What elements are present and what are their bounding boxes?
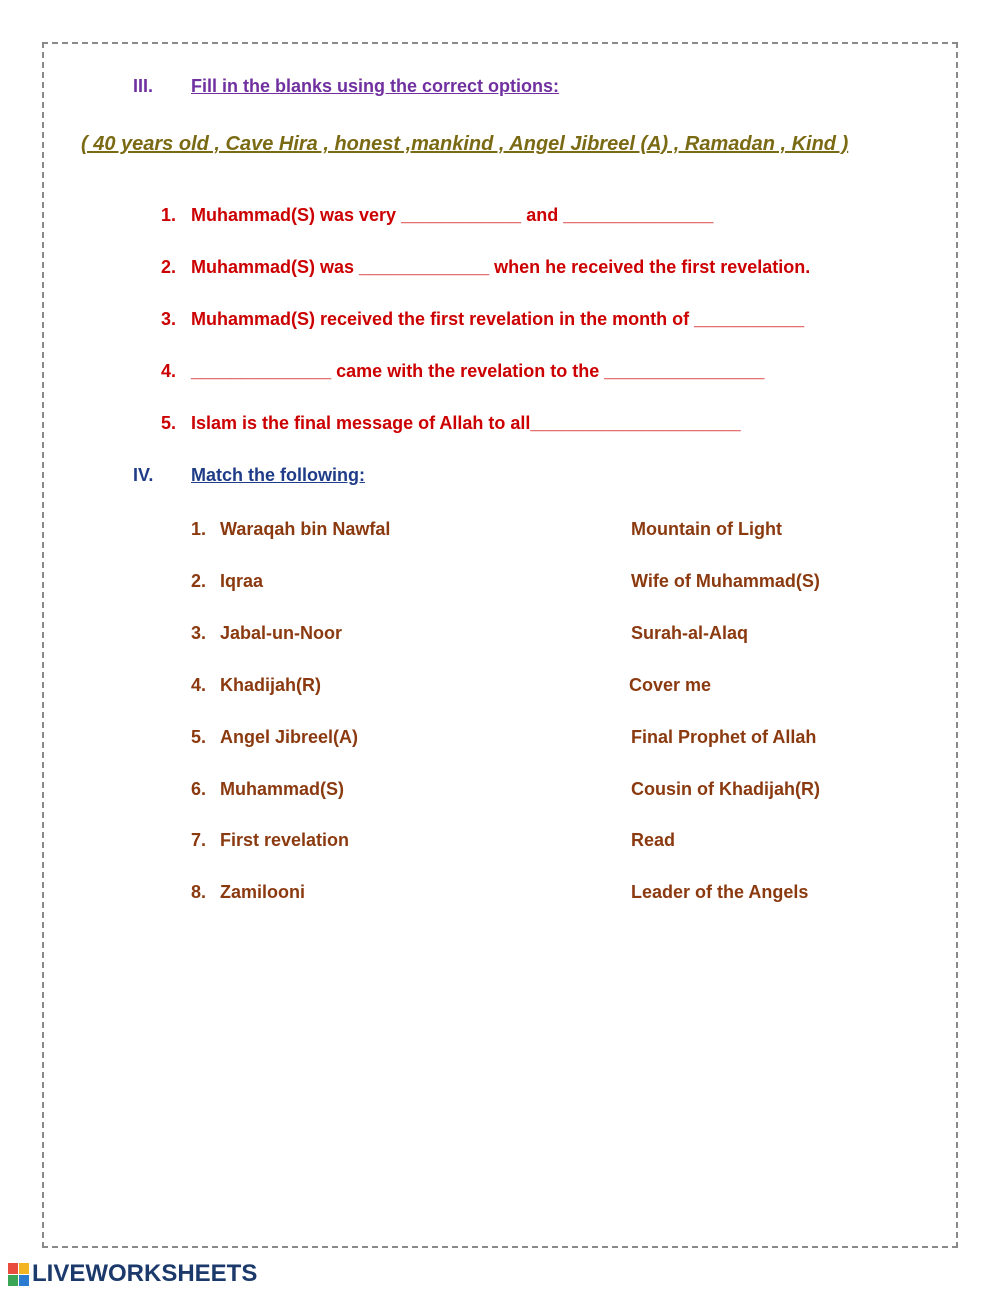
fill-item-text: Muhammad(S) received the first revelation in the month of ___________ (191, 309, 805, 329)
match-left-item: Muhammad(S) (220, 779, 345, 799)
match-right-item: Read (631, 830, 676, 850)
fill-item-text: ______________ came with the revelation to the ________________ (191, 361, 765, 381)
fill-item-text: Islam is the final message of Allah to all_____________________ (191, 413, 741, 433)
fill-item-number: 4. (161, 361, 177, 381)
section-4-title: Match the following: (191, 465, 365, 485)
fill-item-number: 2. (161, 257, 177, 277)
fill-item-number: 5. (161, 413, 177, 433)
match-right-item: Final Prophet of Allah (631, 727, 817, 747)
fill-item-number: 3. (161, 309, 177, 329)
match-left-item: Zamilooni (220, 882, 305, 902)
logo-text: LIVEWORKSHEETS (32, 1260, 258, 1287)
match-left-item: Khadijah(R) (220, 675, 321, 695)
match-right-item: Cover me (629, 675, 712, 695)
match-left-item: First revelation (220, 830, 350, 850)
match-left-number: 6. (191, 779, 207, 799)
match-left-number: 7. (191, 830, 207, 850)
match-left-item: Jabal-un-Noor (220, 623, 343, 643)
options-list: ( 40 years old , Cave Hira , honest ,mankind , Angel Jibreel (A) , Ramadan , Kind ) (81, 133, 849, 155)
section-3-number: III. (133, 76, 154, 96)
match-left-number: 5. (191, 727, 207, 747)
match-left-number: 2. (191, 571, 207, 591)
match-right-item: Surah-al-Alaq (631, 623, 749, 643)
match-left-item: Iqraa (220, 571, 264, 591)
section-3-title: Fill in the blanks using the correct options: (191, 76, 560, 96)
section-4-number: IV. (133, 465, 154, 485)
match-right-item: Wife of Muhammad(S) (631, 571, 820, 591)
fill-item-text: Muhammad(S) was very ____________ and _______________ (191, 205, 714, 225)
match-left-number: 8. (191, 882, 207, 902)
match-right-item: Mountain of Light (631, 519, 782, 539)
match-right-item: Cousin of Khadijah(R) (631, 779, 820, 799)
fill-item-number: 1. (161, 205, 177, 225)
match-left-number: 1. (191, 519, 207, 539)
match-left-number: 3. (191, 623, 207, 643)
match-right-item: Leader of the Angels (631, 882, 809, 902)
match-left-number: 4. (191, 675, 207, 695)
fill-item-text: Muhammad(S) was _____________ when he received the first revelation. (191, 257, 811, 277)
match-left-item: Waraqah bin Nawfal (220, 519, 391, 539)
match-left-item: Angel Jibreel(A) (220, 727, 359, 747)
liveworksheets-logo (8, 1261, 257, 1287)
logo-mark-icon (8, 1263, 29, 1286)
